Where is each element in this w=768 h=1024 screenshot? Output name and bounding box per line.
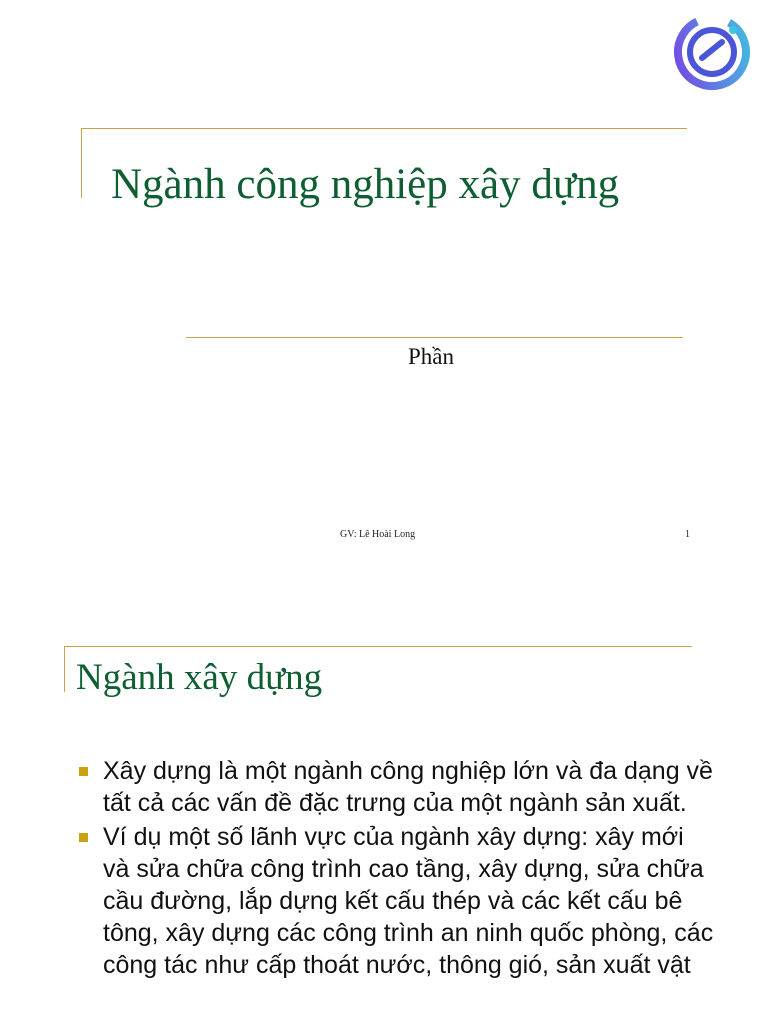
list-item <box>77 755 717 819</box>
footer-author: GV: Lê Hoài Long <box>340 529 416 540</box>
slide-1-subtitle: Phần <box>408 344 454 369</box>
slide-1-title: Ngành công nghiệp xây dựng <box>111 161 620 208</box>
square-bullet-icon <box>79 767 88 776</box>
bullet-text: Xây dựng là một ngành công nghiệp lớn và đa dạng về tất cả các vấn đề đặc trưng của một ngành sản xuất. <box>103 757 713 817</box>
slide-1-top-rule <box>81 128 687 129</box>
slide-2-title: Ngành xây dựng <box>76 657 323 698</box>
page-number: 1 <box>685 529 690 540</box>
bullet-list <box>77 755 717 983</box>
square-bullet-icon <box>79 833 88 842</box>
site-logo-icon[interactable] <box>672 12 752 92</box>
list-item <box>77 821 717 981</box>
bullet-text: Ví dụ một số lãnh vực của ngành xây dựng: xây mới và sửa chữa công trình cao tầng, xây dựng, sửa chữa cầu đường, lắp dựng kết cấu thép và các kết cấu bê tông, xây dựng các công trình an ninh quốc phòng, các công tác như cấp thoát nước, thông gió, sản xuất vật <box>103 823 714 979</box>
slide-1-left-rule <box>81 128 82 198</box>
slide-2-top-rule <box>64 646 692 647</box>
slide-2-left-rule <box>64 646 65 692</box>
slide-1-middle-rule <box>186 337 683 338</box>
